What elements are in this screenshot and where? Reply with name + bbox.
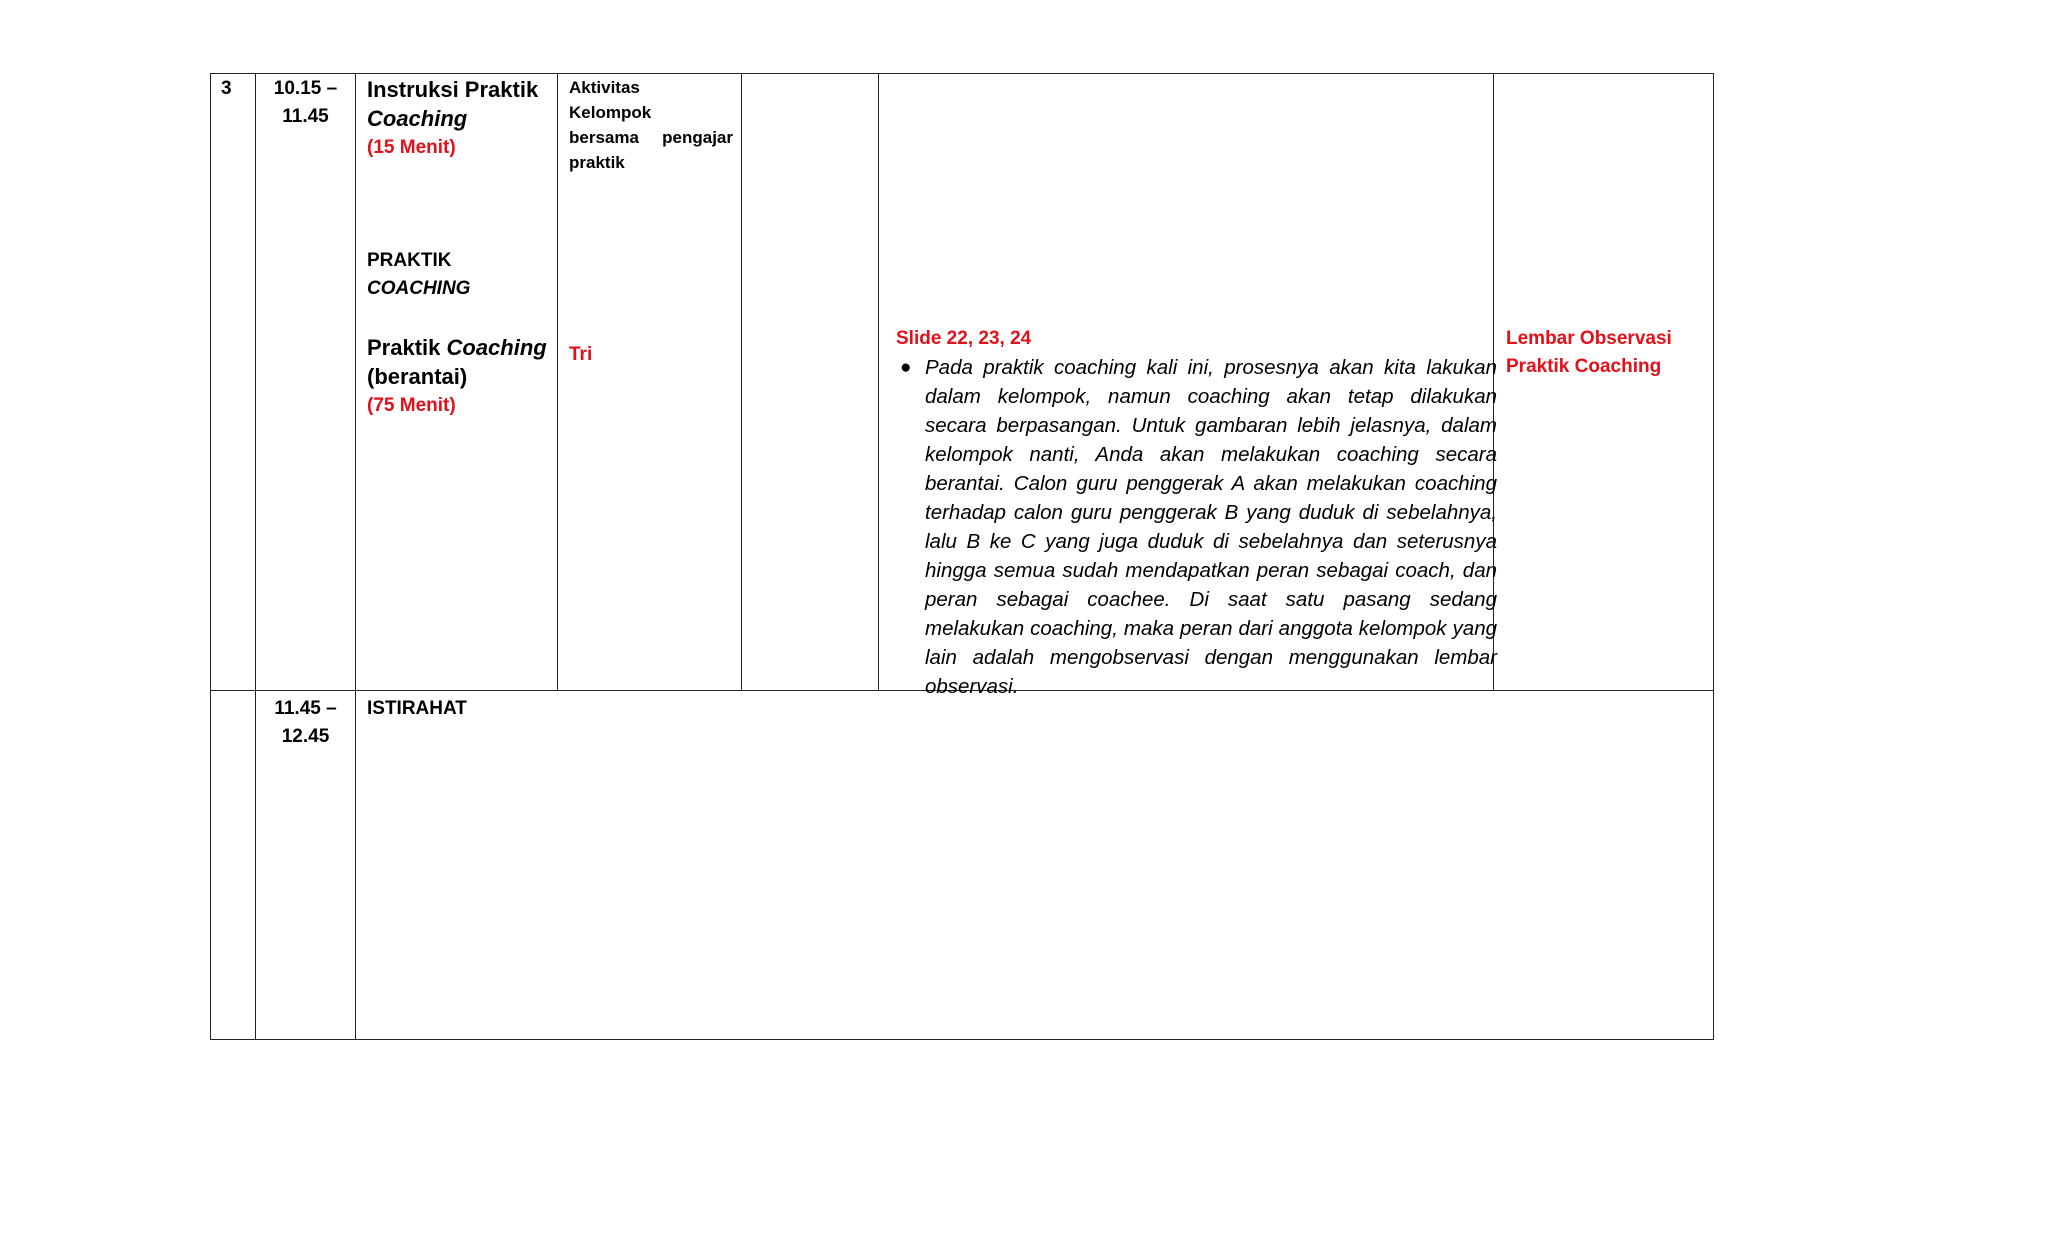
- time-end: 11.45: [282, 106, 329, 127]
- resources-text: [1506, 325, 1672, 381]
- col-divider-facilitator: [878, 73, 879, 690]
- col-divider-number: [255, 73, 256, 1040]
- duration-practice: (75 Menit): [367, 395, 456, 416]
- resources-line2: Praktik Coaching: [1506, 356, 1662, 377]
- row-number: 3: [221, 78, 232, 99]
- break-activity: ISTIRAHAT: [367, 698, 467, 719]
- time-start: 10.15 –: [273, 78, 338, 99]
- slides-bullet: [896, 353, 1496, 701]
- practice-title-plain: Praktik: [367, 335, 447, 360]
- time-range: [256, 75, 355, 131]
- method-line4: praktik: [569, 153, 625, 172]
- col-divider-activity: [557, 73, 558, 690]
- activity-title-italic: Coaching: [367, 106, 468, 131]
- method-line2: Kelompok: [569, 103, 652, 122]
- break-time-start: 11.45 –: [274, 698, 337, 719]
- method-text: [569, 75, 733, 175]
- section-heading-line1: PRAKTIK: [367, 250, 452, 271]
- activity-title-plain: Instruksi Praktik: [367, 77, 539, 102]
- col-divider-time: [355, 73, 356, 1040]
- section-heading: [367, 247, 470, 303]
- break-time-end: 12.45: [281, 726, 330, 747]
- bullet-icon: ●: [900, 357, 912, 378]
- duration-instruction: (15 Menit): [367, 137, 456, 158]
- practice-title-line2: (berantai): [367, 364, 468, 389]
- time-range-break: [256, 695, 355, 751]
- slides-cell: [896, 325, 1496, 701]
- method-line3b: pengajar: [662, 128, 733, 147]
- section-heading-line2: COACHING: [367, 278, 471, 299]
- method-line1: Aktivitas: [569, 78, 640, 97]
- col-divider-method: [741, 73, 742, 690]
- method-line3a: bersama: [569, 128, 639, 147]
- resources-line1: Lembar Observasi: [1506, 328, 1672, 349]
- practice-title: [367, 333, 547, 391]
- slides-bullet-text: Pada praktik coaching kali ini, prosesnya akan kita lakukan dalam kelompok, namun coaching akan tetap dilakukan secara berpasangan. Untuk gambaran lebih jelasnya, dalam kelompok nanti, Anda akan melakukan coaching secara berantai. Calon guru penggerak A akan melakukan coaching terhadap calon guru penggerak B yang duduk di sebelahnya, lalu B ke C yang juga duduk di sebelahnya dan seterusnya hingga semua sudah mendapatkan peran sebagai coach, dan peran sebagai coachee. Di saat satu pasang sedang melakukan coaching, maka peran dari anggota kelompok yang lain adalah mengobservasi dengan menggunakan lembar observasi.: [925, 356, 1497, 698]
- practice-title-italic: Coaching: [446, 335, 547, 360]
- slides-title: Slide 22, 23, 24: [896, 328, 1032, 349]
- activity-title: [367, 75, 538, 133]
- facilitator-name: Tri: [569, 344, 593, 365]
